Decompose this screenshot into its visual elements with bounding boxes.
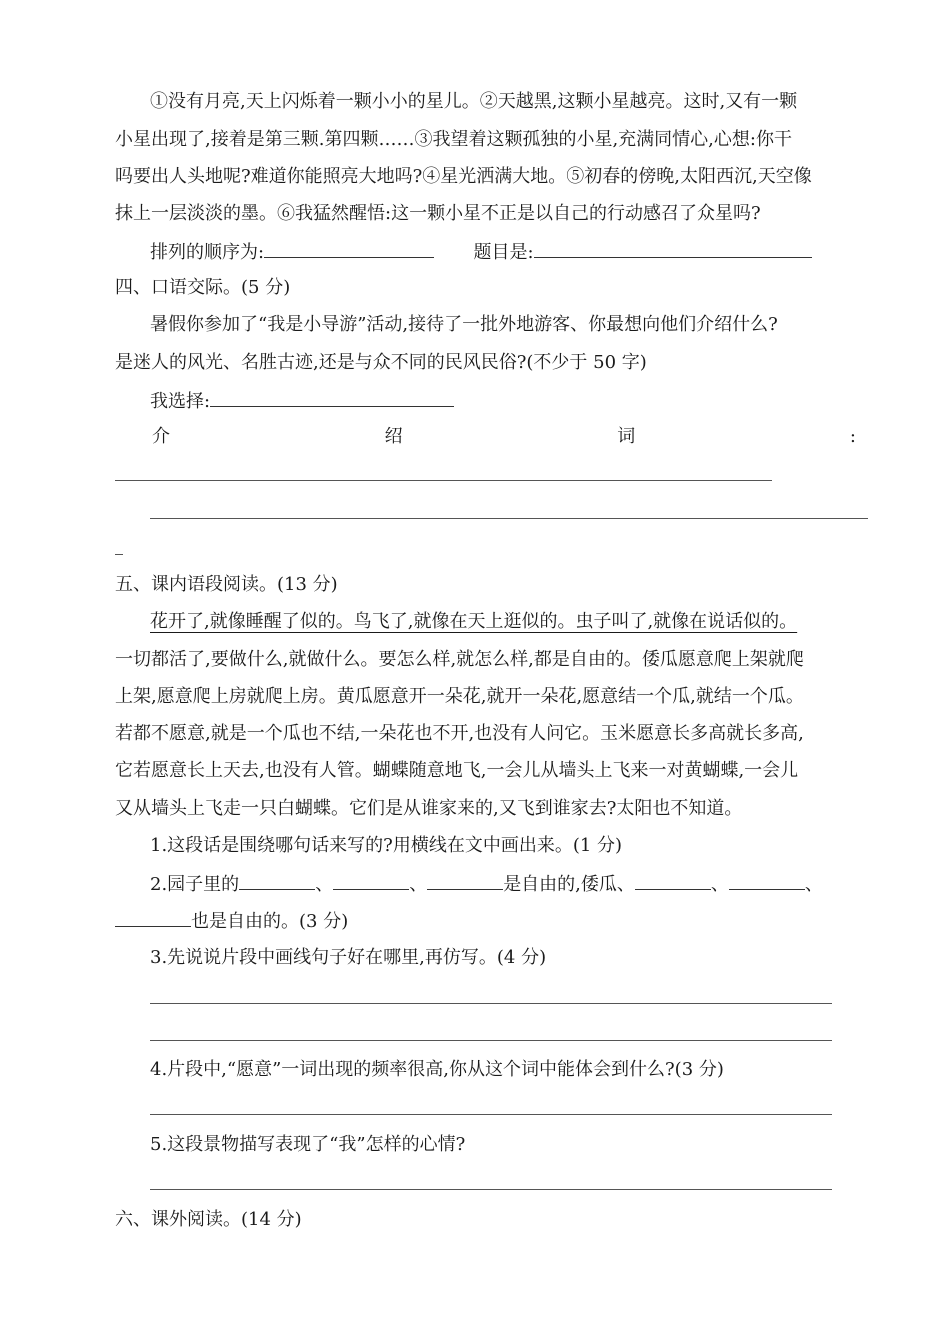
question-2-row-2: [115, 908, 348, 934]
sentence-ordering-line-2: 小星出现了,接着是第三颗.第四颗……③我望着这颗孤独的小星,充满同情心,心想:你干: [115, 129, 792, 150]
passage-line-2: 一切都活了,要做什么,就做什么。要怎么样,就怎么样,都是自由的。倭瓜愿意爬上架就爬: [115, 649, 804, 670]
q5-answer-line[interactable]: [150, 1189, 832, 1190]
intro-char-4: :: [849, 426, 856, 447]
sentence-ordering-line-1: ①没有月亮,天上闪烁着一颗小小的星儿。②天越黑,这颗小星越亮。这时,又有一颗: [150, 91, 798, 112]
question-4: 4.片段中,“愿意”一词出现的频率很高,你从这个词中能体会到什么?(3 分): [150, 1059, 724, 1080]
q2-blank-2[interactable]: [333, 871, 409, 890]
passage-line-5: 它若愿意长上天去,也没有人管。蝴蝶随意地飞,一会儿从墙头上飞来一对黄蝴蝶,一会儿: [115, 760, 799, 781]
intro-answer-line-3[interactable]: [115, 554, 123, 555]
intro-answer-line-2[interactable]: [150, 518, 868, 519]
choice-row: [150, 388, 454, 414]
question-2-text-b: 是自由的,倭瓜、: [503, 874, 635, 895]
q2-blank-1[interactable]: [239, 871, 315, 890]
question-2-text-c: 也是自由的。(3 分): [191, 911, 349, 932]
section-4-prompt-line-1: 暑假你参加了“我是小导游”活动,接待了一批外地游客、你最想向他们介绍什么?: [150, 314, 778, 335]
passage-line-6: 又从墙头上飞走一只白蝴蝶。它们是从谁家来的,又飞到谁家去?太阳也不知道。: [115, 798, 743, 819]
question-1: 1.这段话是围绕哪句话来写的?用横线在文中画出来。(1 分): [150, 835, 623, 856]
intro-char-2: 绍: [384, 426, 403, 447]
q2-separator: 、: [710, 874, 729, 895]
question-2-text-a: 2.园子里的: [150, 874, 240, 895]
q4-answer-line[interactable]: [150, 1114, 832, 1115]
passage-line-3: 上架,愿意爬上房就爬上房。黄瓜愿意开一朵花,就开一朵花,愿意结一个瓜,就结一个瓜。: [115, 686, 804, 707]
q3-answer-line-1[interactable]: [150, 1003, 832, 1004]
sentence-ordering-line-3: 吗要出人头地呢?难道你能照亮大地吗?④星光洒满大地。⑤初春的傍晚,太阳西沉,天空像: [115, 166, 812, 187]
choice-answer-blank[interactable]: [210, 388, 454, 407]
intro-answer-line-1[interactable]: [115, 480, 772, 481]
sentence-ordering-line-4: 抹上一层淡淡的墨。⑥我猛然醒悟:这一颗小星不正是以自己的行动感召了众星吗?: [115, 203, 761, 224]
passage-underlined-line: 花开了,就像睡醒了似的。鸟飞了,就像在天上逛似的。虫子叫了,就像在说话似的。: [150, 611, 798, 632]
q2-blank-5[interactable]: [729, 871, 805, 890]
section-6-heading: 六、课外阅读。(14 分): [115, 1209, 302, 1230]
passage-line-4: 若都不愿意,就是一个瓜也不结,一朵花也不开,也没有人问它。玉米愿意长多高就长多高,: [115, 723, 804, 744]
order-label: 排列的顺序为:: [150, 242, 265, 263]
q3-answer-line-2[interactable]: [150, 1040, 832, 1041]
q2-blank-3[interactable]: [427, 871, 503, 890]
intro-char-3: 词: [617, 426, 636, 447]
question-5: 5.这段景物描写表现了“我”怎样的心情?: [150, 1134, 466, 1155]
q2-separator: 、: [409, 874, 428, 895]
q2-separator: 、: [804, 874, 823, 895]
section-4-heading: 四、口语交际。(5 分): [115, 277, 291, 298]
intro-label-row: [152, 425, 856, 449]
order-answer-blank[interactable]: [264, 239, 434, 258]
q2-blank-4[interactable]: [635, 871, 711, 890]
section-5-heading: 五、课内语段阅读。(13 分): [115, 574, 338, 595]
title-label: 题目是:: [473, 242, 534, 263]
q2-blank-6[interactable]: [115, 908, 191, 927]
title-answer-blank[interactable]: [534, 239, 812, 258]
intro-char-1: 介: [152, 426, 170, 447]
q2-separator: 、: [315, 874, 334, 895]
order-answer-row: [150, 239, 812, 265]
choose-label: 我选择:: [150, 391, 211, 412]
section-4-prompt-line-2: 是迷人的风光、名胜古迹,还是与众不同的民风民俗?(不少于 50 字): [115, 352, 647, 373]
question-3: 3.先说说片段中画线句子好在哪里,再仿写。(4 分): [150, 947, 547, 968]
question-2-row-1: [150, 871, 823, 897]
